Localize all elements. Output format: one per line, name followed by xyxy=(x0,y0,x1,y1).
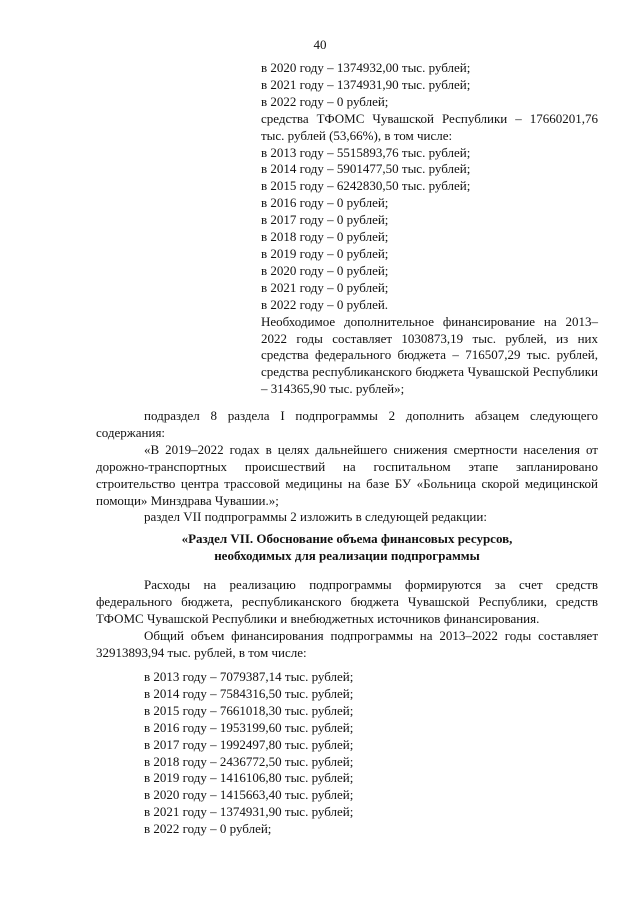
year-line: в 2020 году – 1374932,00 тыс. рублей; xyxy=(261,60,471,75)
year-line: в 2020 году – 0 рублей; xyxy=(261,262,389,278)
year-line: в 2014 году – 5901477,50 тыс. рублей; xyxy=(261,161,471,177)
year-line: в 2013 году – 7079387,14 тыс. рублей; xyxy=(144,669,354,684)
year-line: в 2013 году – 5515893,76 тыс. рублей; xyxy=(261,144,471,160)
year-line: в 2015 году – 6242830,50 тыс. рублей; xyxy=(261,178,471,194)
page-number: 40 xyxy=(313,37,327,52)
amendment-paragraph: подраздел 8 раздела I подпрограммы 2 дополнить абзацем следующего содержания: xyxy=(96,408,598,440)
amendment-paragraph: раздел VII подпрограммы 2 изложить в следующей редакции: xyxy=(144,509,487,525)
amendment-paragraphs xyxy=(96,408,598,526)
section-body xyxy=(96,577,598,662)
year-line: в 2018 году – 0 рублей; xyxy=(261,229,389,245)
year-line: в 2017 году – 0 рублей; xyxy=(261,212,389,228)
year-line: в 2019 году – 0 рублей; xyxy=(261,245,389,261)
section-heading xyxy=(96,530,598,564)
funding-continuation-block xyxy=(261,60,598,398)
year-line: в 2022 году – 0 рублей; xyxy=(261,93,389,109)
additional-funding-text: Необходимое дополнительное финансирование на 2013–2022 годы составляет 1030873,19 тыс. рублей, из них средства федерального бюджета – 716507,29 тыс. рублей, средства республиканского бюджета Чувашской Республики – 314365,90 тыс. рублей»; xyxy=(261,313,598,397)
section-heading-line: необходимых для реализации подпрограммы xyxy=(214,548,480,563)
year-line: в 2017 году – 1992497,80 тыс. рублей; xyxy=(144,736,354,752)
year-line: в 2021 году – 0 рублей; xyxy=(261,279,389,295)
year-line: в 2022 году – 0 рублей; xyxy=(144,821,272,837)
year-line: в 2016 году – 0 рублей; xyxy=(261,195,389,211)
section-paragraph: Общий объем финансирования подпрограммы на 2013–2022 годы составляет 32913893,94 тыс. рублей, в том числе: xyxy=(96,627,598,660)
year-line: в 2014 году – 7584316,50 тыс. рублей; xyxy=(144,685,354,701)
yearly-funding-list xyxy=(144,669,353,838)
year-line: в 2022 году – 0 рублей. xyxy=(261,296,389,312)
year-line: в 2021 году – 1374931,90 тыс. рублей; xyxy=(144,804,354,820)
year-line: в 2020 году – 1415663,40 тыс. рублей; xyxy=(144,787,354,803)
year-line: в 2015 году – 7661018,30 тыс. рублей; xyxy=(144,702,354,718)
tfoms-funding-text: средства ТФОМС Чувашской Республики – 17660201,76 тыс. рублей (53,66%), в том числе: xyxy=(261,110,598,143)
year-line: в 2016 году – 1953199,60 тыс. рублей; xyxy=(144,719,354,735)
section-paragraph: Расходы на реализацию подпрограммы формируются за счет средств федерального бюджета, республиканского бюджета Чувашской Республики, средств ТФОМС Чувашской Республики и внебюджетных источников финансирования. xyxy=(96,577,598,626)
amendment-quote: «В 2019–2022 годах в целях дальнейшего снижения смертности населения от дорожно-транспортных происшествий на госпитальном этапе запланировано строительство центра трассовой медицины на базе БУ «Больница скорой медицинской помощи» Минздрава Чувашии.»; xyxy=(96,441,598,508)
year-line: в 2019 году – 1416106,80 тыс. рублей; xyxy=(144,770,354,786)
year-line: в 2018 году – 2436772,50 тыс. рублей; xyxy=(144,753,354,769)
year-line: в 2021 году – 1374931,90 тыс. рублей; xyxy=(261,76,471,92)
section-heading-line: «Раздел VII. Обоснование объема финансовых ресурсов, xyxy=(181,531,513,546)
